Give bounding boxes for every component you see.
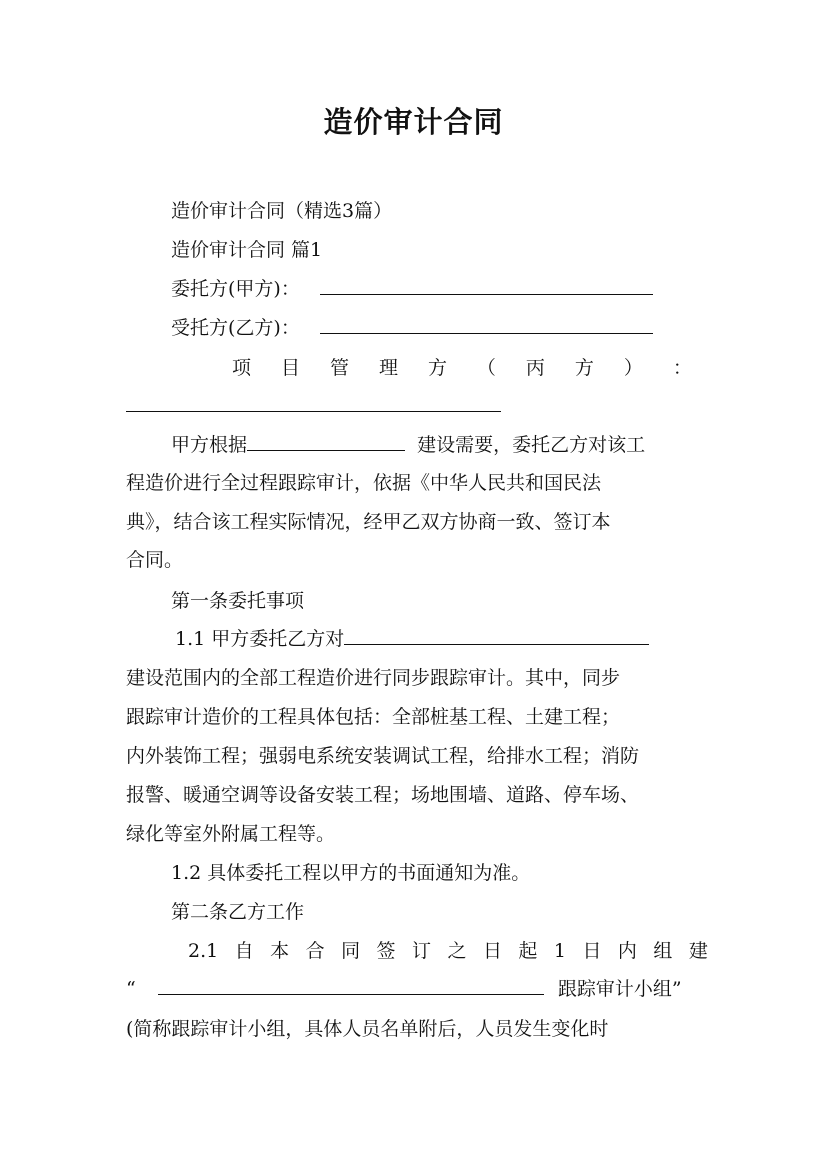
section-heading-line: 造价审计合同 篇1 <box>171 239 323 261</box>
party-c-blank[interactable] <box>126 411 501 412</box>
spaced-char: 订 <box>412 940 432 962</box>
spaced-char: （ <box>476 357 496 379</box>
paragraph-line <box>171 432 716 458</box>
spaced-char: 目 <box>280 357 300 379</box>
spaced-char: 方 <box>427 357 447 379</box>
spaced-char: 理 <box>378 357 398 379</box>
clause-line: 1.2 具体委托工程以甲方的书面通知为准。 <box>171 862 531 884</box>
spaced-char: 自 <box>234 940 254 962</box>
article-heading: 第二条乙方工作 <box>171 901 305 923</box>
paragraph-line: 合同。 <box>126 549 184 571</box>
paragraph-line: 内外装饰工程；强弱电系统安装调试工程，给排水工程；消防 <box>126 745 640 767</box>
clause-line <box>175 626 705 652</box>
spaced-char: 本 <box>270 940 290 962</box>
spaced-char: 同 <box>341 940 361 962</box>
spaced-char: 项 <box>232 357 252 379</box>
article-heading: 第一条委托事项 <box>171 590 305 612</box>
party-a-line <box>171 276 716 302</box>
spaced-char: 之 <box>447 940 467 962</box>
party-b-line <box>171 315 716 341</box>
team-name-blank[interactable] <box>158 976 544 995</box>
paragraph-line: 程造价进行全过程跟踪审计，依据《中华人民共和国民法 <box>126 472 602 494</box>
spaced-char: ： <box>672 357 692 379</box>
clause-line <box>188 938 708 964</box>
spaced-char: 管 <box>329 357 349 379</box>
spaced-char: 丙 <box>525 357 545 379</box>
spaced-char: 日 <box>482 940 502 962</box>
spaced-char: 内 <box>617 940 637 962</box>
spaced-char: 方 <box>574 357 594 379</box>
paragraph-line: 报警、暖通空调等设备安装工程；场地围墙、道路、停车场、 <box>126 784 640 806</box>
party-c-label-line <box>232 355 692 381</box>
party-a-blank[interactable] <box>320 276 653 295</box>
paragraph-line: 绿化等室外附属工程等。 <box>126 823 336 845</box>
spaced-char: ） <box>623 357 643 379</box>
paragraph-line: 建设范围内的全部工程造价进行同步跟踪审计。其中，同步 <box>126 667 621 689</box>
paragraph-text: 甲方根据 <box>171 434 248 456</box>
party-b-label: 受托方(乙方)： <box>171 317 300 339</box>
project-name-blank[interactable] <box>247 432 405 451</box>
scope-blank[interactable] <box>344 626 649 645</box>
spaced-char: 合 <box>305 940 325 962</box>
spaced-char: 签 <box>376 940 396 962</box>
spaced-char: 2.1 <box>188 940 219 962</box>
paragraph-line: 跟踪审计造价的工程具体包括：全部桩基工程、土建工程； <box>126 706 621 728</box>
party-b-blank[interactable] <box>320 315 653 334</box>
spaced-char: 1 <box>553 940 566 962</box>
spaced-char: 日 <box>582 940 602 962</box>
subtitle-line: 造价审计合同（精选3篇） <box>171 200 393 222</box>
spaced-char: 起 <box>518 940 538 962</box>
document-title: 造价审计合同 <box>323 105 504 139</box>
clause-text: 1.1 甲方委托乙方对 <box>175 628 345 650</box>
spaced-char: 建 <box>688 940 708 962</box>
paragraph-line: (简称跟踪审计小组，具体人员名单附后，人员发生变化时 <box>126 1018 609 1040</box>
paragraph-text: 建设需要，委托乙方对该工 <box>417 434 646 456</box>
clause-text: 跟踪审计小组” <box>557 978 682 1000</box>
paragraph-line: 典》，结合该工程实际情况，经甲乙双方协商一致、签订本 <box>126 511 611 533</box>
clause-line <box>126 976 716 1002</box>
quote-open: “ <box>126 978 136 1000</box>
spaced-char: 组 <box>653 940 673 962</box>
party-a-label: 委托方(甲方)： <box>171 278 300 300</box>
